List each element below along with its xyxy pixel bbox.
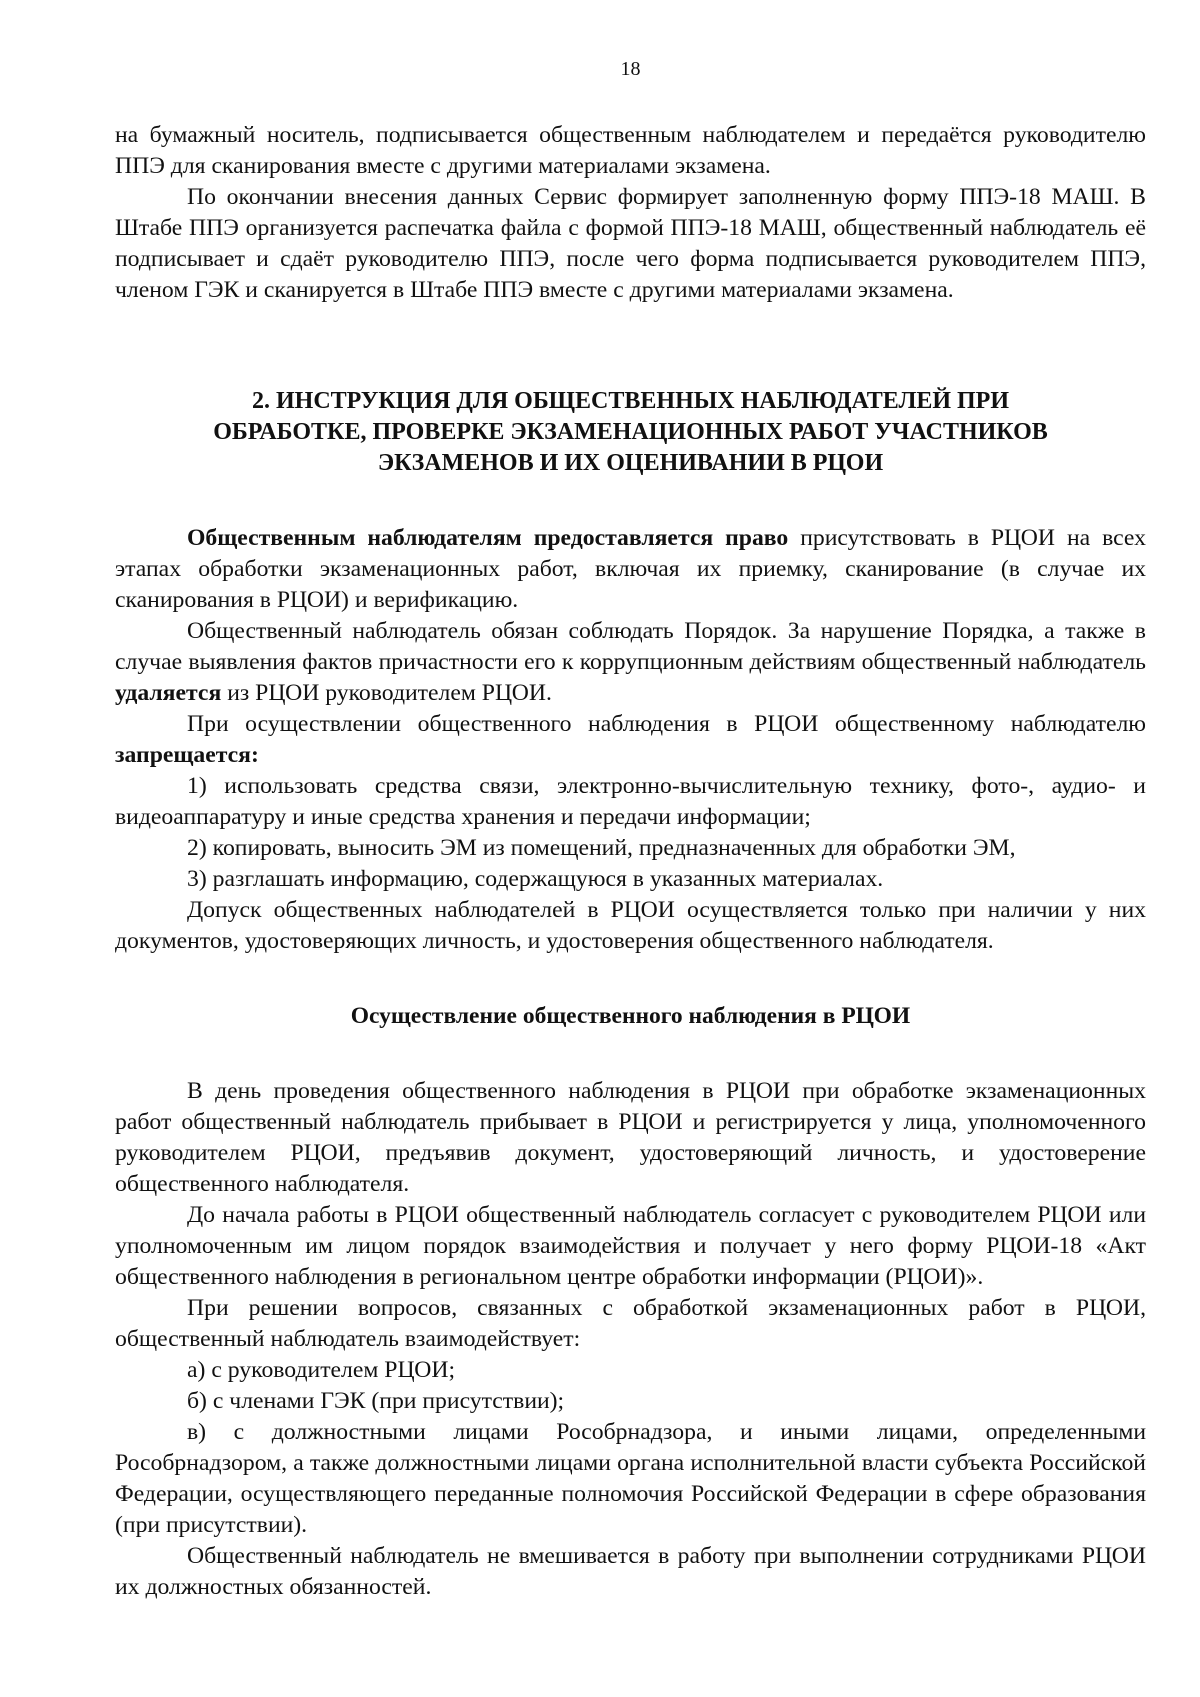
rights-bold-text: Общественным наблюдателям предоставляется право [187,525,789,551]
rights-paragraph [115,523,1146,616]
document-page [115,0,1146,1697]
prohibition-text: При осуществлении общественного наблюдения в РЦОИ общественному наблюдателю [187,711,1146,737]
interaction-item-a: а) с руководителем РЦОИ; [187,1357,456,1383]
prohibition-paragraph [115,709,1146,771]
prohibition-item-3: 3) разглашать информацию, содержащуюся в указанных материалах. [187,866,884,892]
admission-paragraph: Допуск общественных наблюдателей в РЦОИ осуществляется только при наличии у них документов, удостоверяющих личность, и удостоверения общественного наблюдателя. [115,897,1146,954]
intro-paragraph-1: на бумажный носитель, подписывается общественным наблюдателем и передаётся руководителю ППЭ для сканирования вместе с другими материалами экзамена. [115,122,1146,179]
obligation-paragraph [115,616,1146,709]
page-number: 18 [620,58,641,80]
interaction-item-b: б) с членами ГЭК (при присутствии); [187,1388,565,1414]
section-2-title-line-1: 2. ИНСТРУКЦИЯ ДЛЯ ОБЩЕСТВЕННЫХ НАБЛЮДАТЕЛЕЙ ПРИ [252,388,1009,414]
interaction-item-c: в) с должностными лицами Рособрнадзора, и иными лицами, определенными Рособрнадзором, а также должностными лицами органа исполнительной власти субъекта Российской Федерации, осуществляющего переданные полномочия Российской Федерации в сфере образования (при присутствии). [115,1419,1146,1538]
section-2-title-line-3: ЭКЗАМЕНОВ И ИХ ОЦЕНИВАНИИ В РЦОИ [377,450,884,476]
procedure-paragraph: До начала работы в РЦОИ общественный наблюдатель согласует с руководителем РЦОИ или уполномоченным им лицом порядок взаимодействия и получает у него форму РЦОИ-18 «Акт общественного наблюдения в региональном центре обработки информации (РЦОИ)». [115,1202,1146,1290]
intro-paragraph-2: По окончании внесения данных Сервис формирует заполненную форму ППЭ-18 МАШ. В Штабе ППЭ организуется распечатка файла с формой ППЭ-18 МАШ, общественный наблюдатель её подписывает и сдаёт руководителю ППЭ, после чего форма подписывается руководителем ППЭ, членом ГЭК и сканируется в Штабе ППЭ вместе с другими материалами экзамена. [115,184,1146,303]
prohibition-bold-text: запрещается: [115,742,259,768]
rights-text: присутствовать в РЦОИ на всех этапах обработки экзаменационных работ, включая их приемку, сканирование (в случае их сканирования в РЦОИ) и верификацию. [115,525,1146,613]
subsection-title: Осуществление общественного наблюдения в РЦОИ [350,1003,911,1029]
interaction-paragraph: При решении вопросов, связанных с обработкой экзаменационных работ в РЦОИ, общественный наблюдатель взаимодействует: [115,1295,1146,1352]
prohibition-item-1: 1) использовать средства связи, электронно-вычислительную технику, фото-, аудио- и видеоаппаратуру и иные средства хранения и передачи информации; [115,773,1146,830]
obligation-text-a: Общественный наблюдатель обязан соблюдать Порядок. За нарушение Порядка, а также в случае выявления фактов причастности его к коррупционным действиям общественный наблюдатель [115,618,1146,675]
prohibition-item-2: 2) копировать, выносить ЭМ из помещений, предназначенных для обработки ЭМ, [187,835,1016,861]
non-interference-paragraph: Общественный наблюдатель не вмешивается в работу при выполнении сотрудниками РЦОИ их должностных обязанностей. [115,1543,1146,1600]
section-2-title [115,386,1146,479]
obligation-text-b: из РЦОИ руководителем РЦОИ. [221,680,552,706]
obligation-bold-text: удаляется [115,680,222,706]
arrival-paragraph: В день проведения общественного наблюдения в РЦОИ при обработке экзаменационных работ общественный наблюдатель прибывает в РЦОИ и регистрируется у лица, уполномоченного руководителем РЦОИ, предъявив документ, удостоверяющий личность, и удостоверение общественного наблюдателя. [115,1078,1146,1197]
section-2-title-line-2: ОБРАБОТКЕ, ПРОВЕРКЕ ЭКЗАМЕНАЦИОННЫХ РАБОТ УЧАСТНИКОВ [213,419,1048,445]
page-content [115,120,1146,1603]
